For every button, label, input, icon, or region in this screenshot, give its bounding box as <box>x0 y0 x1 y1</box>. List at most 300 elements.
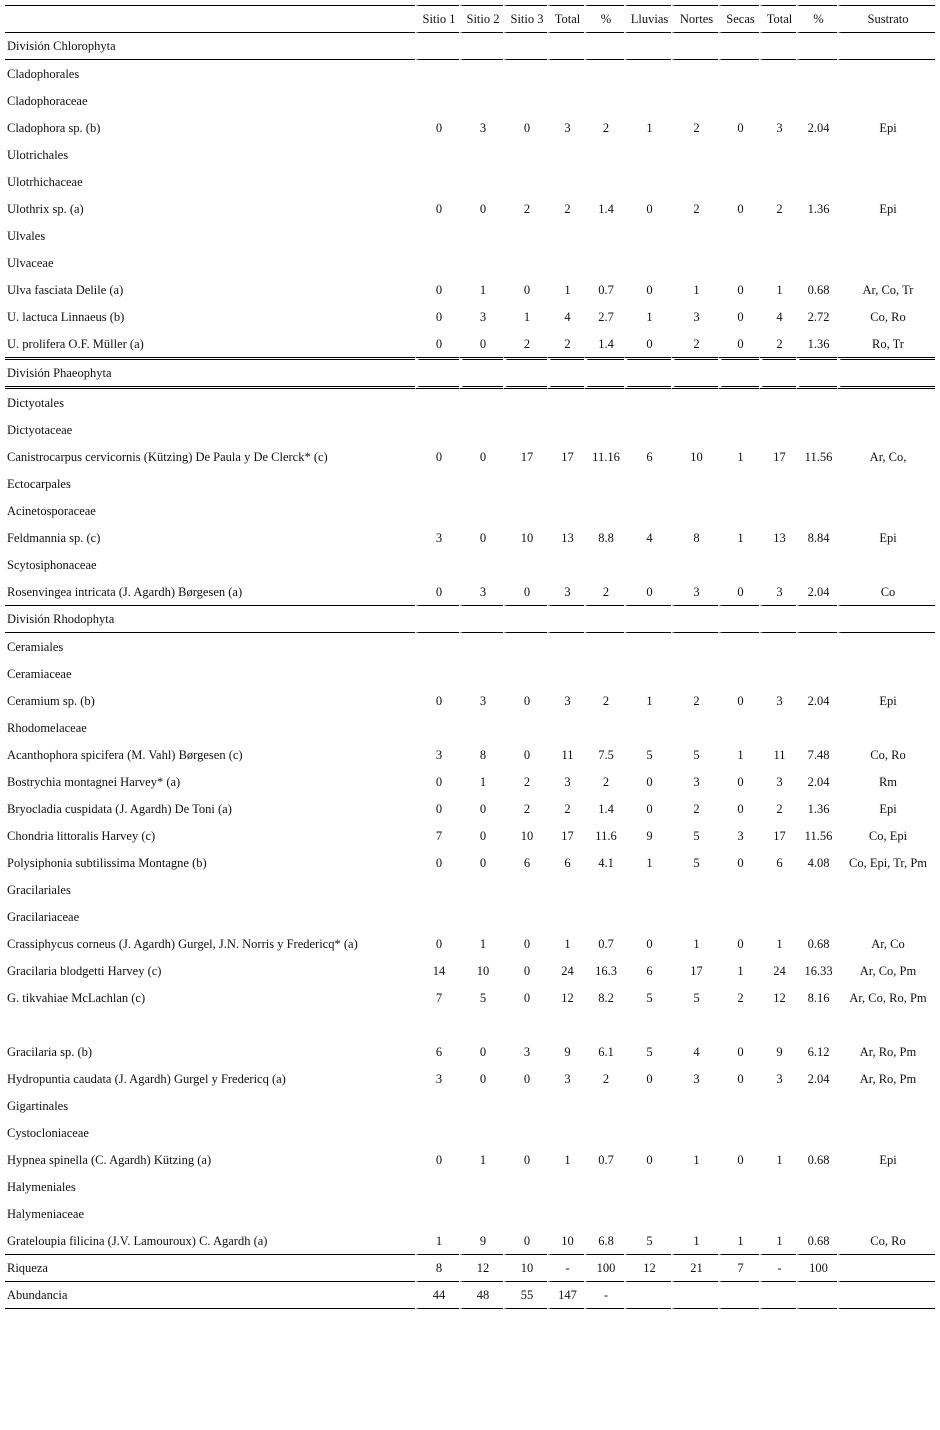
empty-cell <box>718 1011 759 1038</box>
empty-cell <box>759 633 796 660</box>
table-cell: 0 <box>415 330 459 357</box>
table-cell: 0 <box>459 849 503 876</box>
table-row <box>5 849 935 876</box>
empty-cell <box>547 357 584 389</box>
table-cell: 0 <box>459 822 503 849</box>
empty-cell <box>796 1200 837 1227</box>
table-cell: 8 <box>459 741 503 768</box>
taxon-group-row <box>5 222 935 249</box>
empty-cell <box>718 357 759 389</box>
table-cell: 1 <box>459 930 503 957</box>
empty-cell <box>759 551 796 578</box>
empty-cell <box>837 1092 935 1119</box>
table-cell: 2 <box>503 195 547 222</box>
empty-cell <box>459 1119 503 1146</box>
empty-cell <box>584 903 624 930</box>
empty-cell <box>796 605 837 633</box>
table-cell: 0.68 <box>796 1227 837 1254</box>
column-header: Sustrato <box>837 5 935 33</box>
empty-cell <box>584 660 624 687</box>
table-cell: 0 <box>718 849 759 876</box>
empty-cell <box>796 416 837 443</box>
table-cell: - <box>759 1254 796 1282</box>
table-cell: 0 <box>459 195 503 222</box>
empty-cell <box>796 633 837 660</box>
table-row <box>5 768 935 795</box>
table-cell: 14 <box>415 957 459 984</box>
taxon-group-label: Ceramiaceae <box>7 666 72 681</box>
empty-cell <box>718 222 759 249</box>
table-cell: 2.7 <box>584 303 624 330</box>
table-cell: 1 <box>718 443 759 470</box>
empty-cell <box>718 87 759 114</box>
taxon-group-row <box>5 389 935 416</box>
empty-cell <box>459 876 503 903</box>
empty-cell <box>718 1119 759 1146</box>
table-cell: Co, Epi <box>837 822 935 849</box>
table-cell: Ro, Tr <box>837 330 935 357</box>
taxon-group-label: Gigartinales <box>7 1098 69 1113</box>
taxon-group-label: Cystocloniaceae <box>7 1125 89 1140</box>
empty-cell <box>837 903 935 930</box>
table-cell: Ar, Co, Tr <box>837 276 935 303</box>
empty-cell <box>459 33 503 60</box>
table-cell: 0 <box>503 114 547 141</box>
empty-cell <box>415 876 459 903</box>
table-cell: 17 <box>503 443 547 470</box>
table-cell: 3 <box>547 1065 584 1092</box>
table-cell: 0 <box>718 930 759 957</box>
taxon-group-label: Dictyotales <box>7 395 64 410</box>
taxon-group-label: Halymeniaceae <box>7 1206 85 1221</box>
empty-cell <box>837 389 935 416</box>
empty-cell <box>415 551 459 578</box>
table-cell: 6 <box>624 957 671 984</box>
taxon-group-label: Gracilariales <box>7 882 71 897</box>
table-cell: 5 <box>671 984 718 1011</box>
table-cell: Ar, Ro, Pm <box>837 1038 935 1065</box>
table-cell: 0 <box>415 930 459 957</box>
taxon-group-label: Ulvales <box>7 228 46 243</box>
table-cell: 0 <box>624 578 671 605</box>
table-cell: 3 <box>503 1038 547 1065</box>
table-cell <box>671 1282 718 1309</box>
table-cell: 2 <box>584 768 624 795</box>
table-row <box>5 303 935 330</box>
empty-cell <box>671 87 718 114</box>
table-cell: 0 <box>459 795 503 822</box>
table-cell: 13 <box>759 524 796 551</box>
table-cell: 6.8 <box>584 1227 624 1254</box>
taxon-group-label: Dictyotaceae <box>7 422 73 437</box>
empty-cell <box>624 87 671 114</box>
taxon-group-label: Ulotrhichaceae <box>7 174 83 189</box>
empty-cell <box>503 903 547 930</box>
table-cell: 24 <box>759 957 796 984</box>
table-cell: 17 <box>671 957 718 984</box>
empty-cell <box>503 222 547 249</box>
empty-cell <box>759 141 796 168</box>
empty-cell <box>415 357 459 389</box>
empty-cell <box>503 249 547 276</box>
empty-cell <box>759 33 796 60</box>
table-cell: 0 <box>459 524 503 551</box>
empty-cell <box>415 33 459 60</box>
table-cell: 7 <box>718 1254 759 1282</box>
empty-cell <box>671 389 718 416</box>
table-cell: 2 <box>759 795 796 822</box>
table-cell: Ar, Co, <box>837 443 935 470</box>
taxon-group-row <box>5 416 935 443</box>
empty-cell <box>415 60 459 87</box>
table-cell: 0 <box>503 1227 547 1254</box>
empty-cell <box>837 357 935 389</box>
table-cell: 6 <box>624 443 671 470</box>
empty-cell <box>718 60 759 87</box>
table-cell: 0 <box>624 795 671 822</box>
empty-cell <box>547 876 584 903</box>
empty-cell <box>759 605 796 633</box>
empty-cell <box>503 33 547 60</box>
empty-cell <box>415 389 459 416</box>
table-cell: 4 <box>624 524 671 551</box>
empty-cell <box>718 1092 759 1119</box>
empty-cell <box>837 1119 935 1146</box>
empty-cell <box>671 141 718 168</box>
taxon-group-row <box>5 141 935 168</box>
table-cell: 17 <box>547 443 584 470</box>
empty-cell <box>718 249 759 276</box>
empty-cell <box>584 714 624 741</box>
table-cell: 3 <box>671 1065 718 1092</box>
table-cell: 13 <box>547 524 584 551</box>
empty-cell <box>503 357 547 389</box>
empty-cell <box>671 357 718 389</box>
empty-cell <box>503 1092 547 1119</box>
empty-cell <box>624 1092 671 1119</box>
empty-cell <box>415 1200 459 1227</box>
empty-cell <box>671 416 718 443</box>
taxon-group-row <box>5 903 935 930</box>
species-name-cell: U. lactuca Linnaeus (b) <box>7 309 125 324</box>
empty-cell <box>837 1011 935 1038</box>
table-cell: 1.4 <box>584 330 624 357</box>
empty-cell <box>547 168 584 195</box>
empty-cell <box>759 168 796 195</box>
table-cell: 1.36 <box>796 195 837 222</box>
empty-cell <box>415 222 459 249</box>
table-cell: 10 <box>503 822 547 849</box>
species-name-cell: Polysiphonia subtilissima Montagne (b) <box>7 855 207 870</box>
empty-cell <box>624 714 671 741</box>
empty-cell <box>459 222 503 249</box>
table-cell: 0 <box>459 443 503 470</box>
table-cell: 1 <box>718 524 759 551</box>
species-table-container <box>5 5 935 1309</box>
empty-cell <box>796 60 837 87</box>
taxon-group-label: Ulotrichales <box>7 147 69 162</box>
table-cell: Co, Ro <box>837 303 935 330</box>
empty-cell <box>624 1200 671 1227</box>
empty-cell <box>837 222 935 249</box>
empty-cell <box>624 660 671 687</box>
table-cell: 3 <box>459 578 503 605</box>
table-cell: 0 <box>503 276 547 303</box>
table-cell: 2.04 <box>796 578 837 605</box>
empty-cell <box>547 660 584 687</box>
division-label: División Rhodophyta <box>5 605 415 633</box>
table-cell: 8 <box>415 1254 459 1282</box>
taxon-group-row <box>5 633 935 660</box>
empty-cell <box>415 633 459 660</box>
empty-cell <box>837 87 935 114</box>
species-name-cell: Grateloupia filicina (J.V. Lamouroux) C. Agardh (a) <box>7 1233 268 1248</box>
table-cell: Epi <box>837 195 935 222</box>
empty-cell <box>837 33 935 60</box>
table-cell: 7 <box>415 822 459 849</box>
empty-cell <box>459 660 503 687</box>
empty-cell <box>584 1173 624 1200</box>
table-cell: 0 <box>415 195 459 222</box>
empty-cell <box>415 1173 459 1200</box>
empty-cell <box>671 1200 718 1227</box>
taxon-group-row <box>5 470 935 497</box>
table-cell: Ar, Co, Ro, Pm <box>837 984 935 1011</box>
empty-cell <box>837 168 935 195</box>
table-cell: 2 <box>671 795 718 822</box>
empty-cell <box>671 1011 718 1038</box>
table-cell: 0 <box>459 330 503 357</box>
taxon-group-label: Scytosiphonaceae <box>7 557 97 572</box>
empty-cell <box>837 876 935 903</box>
table-cell: 0 <box>415 768 459 795</box>
table-cell: 2 <box>671 687 718 714</box>
table-cell: Epi <box>837 524 935 551</box>
table-row <box>5 795 935 822</box>
empty-cell <box>459 416 503 443</box>
empty-cell <box>624 1173 671 1200</box>
empty-cell <box>796 222 837 249</box>
empty-cell <box>837 249 935 276</box>
empty-cell <box>837 60 935 87</box>
empty-cell <box>584 1200 624 1227</box>
empty-cell <box>718 903 759 930</box>
table-cell: 1 <box>624 849 671 876</box>
empty-cell <box>718 168 759 195</box>
empty-cell <box>624 416 671 443</box>
empty-cell <box>415 87 459 114</box>
empty-cell <box>837 416 935 443</box>
empty-cell <box>718 605 759 633</box>
table-row <box>5 1146 935 1173</box>
table-cell: 0 <box>415 443 459 470</box>
empty-cell <box>459 1092 503 1119</box>
table-cell: 0 <box>624 330 671 357</box>
table-cell: 0 <box>503 687 547 714</box>
table-row <box>5 984 935 1011</box>
taxon-group-row <box>5 551 935 578</box>
table-cell: 12 <box>624 1254 671 1282</box>
empty-cell <box>718 876 759 903</box>
empty-cell <box>503 876 547 903</box>
table-cell: 0 <box>718 1146 759 1173</box>
empty-cell <box>503 660 547 687</box>
empty-cell <box>415 497 459 524</box>
table-cell: 12 <box>459 1254 503 1282</box>
taxon-group-label: Cladophoraceae <box>7 93 88 108</box>
division-label: División Phaeophyta <box>5 357 415 389</box>
empty-cell <box>718 714 759 741</box>
table-cell: 17 <box>547 822 584 849</box>
column-header: % <box>584 5 624 33</box>
empty-cell <box>547 416 584 443</box>
empty-cell <box>415 249 459 276</box>
empty-cell <box>837 1200 935 1227</box>
table-cell: 1 <box>718 1227 759 1254</box>
table-cell: 2 <box>547 195 584 222</box>
table-row <box>5 195 935 222</box>
empty-cell <box>415 660 459 687</box>
empty-cell <box>796 357 837 389</box>
empty-cell <box>671 222 718 249</box>
empty-cell <box>547 1011 584 1038</box>
empty-cell <box>624 633 671 660</box>
table-cell: 5 <box>624 741 671 768</box>
table-cell: 0 <box>459 1065 503 1092</box>
taxon-group-label: Gracilariaceae <box>7 909 80 924</box>
table-cell: 0 <box>718 1065 759 1092</box>
table-cell: 3 <box>459 303 503 330</box>
table-row <box>5 1038 935 1065</box>
empty-cell <box>837 1173 935 1200</box>
table-cell: 3 <box>547 578 584 605</box>
table-cell: 0 <box>503 1065 547 1092</box>
empty-cell <box>415 141 459 168</box>
table-cell: 6 <box>547 849 584 876</box>
empty-cell <box>796 168 837 195</box>
taxon-group-label: Ectocarpales <box>7 476 71 491</box>
table-cell: 5 <box>459 984 503 1011</box>
table-cell: 8.2 <box>584 984 624 1011</box>
taxon-group-row <box>5 168 935 195</box>
empty-cell <box>718 551 759 578</box>
table-cell <box>718 1282 759 1309</box>
empty-cell <box>759 1119 796 1146</box>
table-cell: 11.56 <box>796 443 837 470</box>
empty-cell <box>547 60 584 87</box>
empty-cell <box>759 1173 796 1200</box>
table-cell: 0 <box>718 795 759 822</box>
table-row <box>5 276 935 303</box>
empty-cell <box>671 876 718 903</box>
empty-cell <box>759 903 796 930</box>
table-cell: 10 <box>459 957 503 984</box>
table-cell: 3 <box>415 1065 459 1092</box>
table-cell: 9 <box>547 1038 584 1065</box>
empty-cell <box>759 470 796 497</box>
empty-cell <box>837 714 935 741</box>
table-cell: 0.68 <box>796 276 837 303</box>
taxon-group-row <box>5 660 935 687</box>
empty-cell <box>671 497 718 524</box>
table-cell: 0.7 <box>584 1146 624 1173</box>
taxon-group-row <box>5 876 935 903</box>
table-cell: 0 <box>415 687 459 714</box>
table-cell: 0 <box>503 741 547 768</box>
taxon-group-label: Ulvaceae <box>7 255 54 270</box>
table-cell: 44 <box>415 1282 459 1309</box>
table-cell: 0 <box>415 578 459 605</box>
table-row <box>5 957 935 984</box>
table-cell: 3 <box>547 687 584 714</box>
table-cell: Epi <box>837 1146 935 1173</box>
table-cell: 9 <box>759 1038 796 1065</box>
table-row <box>5 330 935 357</box>
empty-cell <box>415 1119 459 1146</box>
table-cell: 3 <box>547 768 584 795</box>
table-cell: 2 <box>503 330 547 357</box>
table-cell: 5 <box>624 1227 671 1254</box>
table-cell: 0 <box>624 195 671 222</box>
table-cell: 0 <box>503 1146 547 1173</box>
empty-cell <box>624 605 671 633</box>
taxon-group-label: Rhodomelaceae <box>7 720 87 735</box>
empty-cell <box>718 633 759 660</box>
table-row <box>5 741 935 768</box>
table-cell: 0 <box>415 303 459 330</box>
table-cell <box>796 1282 837 1309</box>
table-cell: 2 <box>671 114 718 141</box>
empty-cell <box>759 416 796 443</box>
empty-cell <box>584 1119 624 1146</box>
table-cell: 1 <box>759 276 796 303</box>
empty-cell <box>547 551 584 578</box>
taxon-group-row <box>5 1173 935 1200</box>
empty-cell <box>624 33 671 60</box>
table-cell: 6.1 <box>584 1038 624 1065</box>
taxon-group-label: Cladophorales <box>7 66 80 81</box>
table-cell: 3 <box>547 114 584 141</box>
species-name-cell: Ulva fasciata Delile (a) <box>7 282 124 297</box>
empty-cell <box>584 633 624 660</box>
empty-cell <box>459 141 503 168</box>
empty-cell <box>459 357 503 389</box>
table-cell: Co <box>837 578 935 605</box>
empty-cell <box>459 605 503 633</box>
column-header: Lluvias <box>624 5 671 33</box>
column-header: Sitio 3 <box>503 5 547 33</box>
table-cell: 0 <box>718 303 759 330</box>
empty-cell <box>584 60 624 87</box>
table-cell: 4 <box>671 1038 718 1065</box>
table-cell: 4 <box>759 303 796 330</box>
empty-cell <box>796 249 837 276</box>
empty-cell <box>5 1011 415 1038</box>
table-cell: 3 <box>759 687 796 714</box>
table-cell: Epi <box>837 114 935 141</box>
table-cell: 6 <box>759 849 796 876</box>
table-cell: 1 <box>624 687 671 714</box>
taxon-group-label: Halymeniales <box>7 1179 76 1194</box>
empty-cell <box>459 551 503 578</box>
empty-cell <box>718 470 759 497</box>
empty-cell <box>547 903 584 930</box>
empty-cell <box>415 605 459 633</box>
table-cell: 12 <box>759 984 796 1011</box>
empty-cell <box>459 497 503 524</box>
empty-cell <box>503 416 547 443</box>
table-cell: 5 <box>624 1038 671 1065</box>
